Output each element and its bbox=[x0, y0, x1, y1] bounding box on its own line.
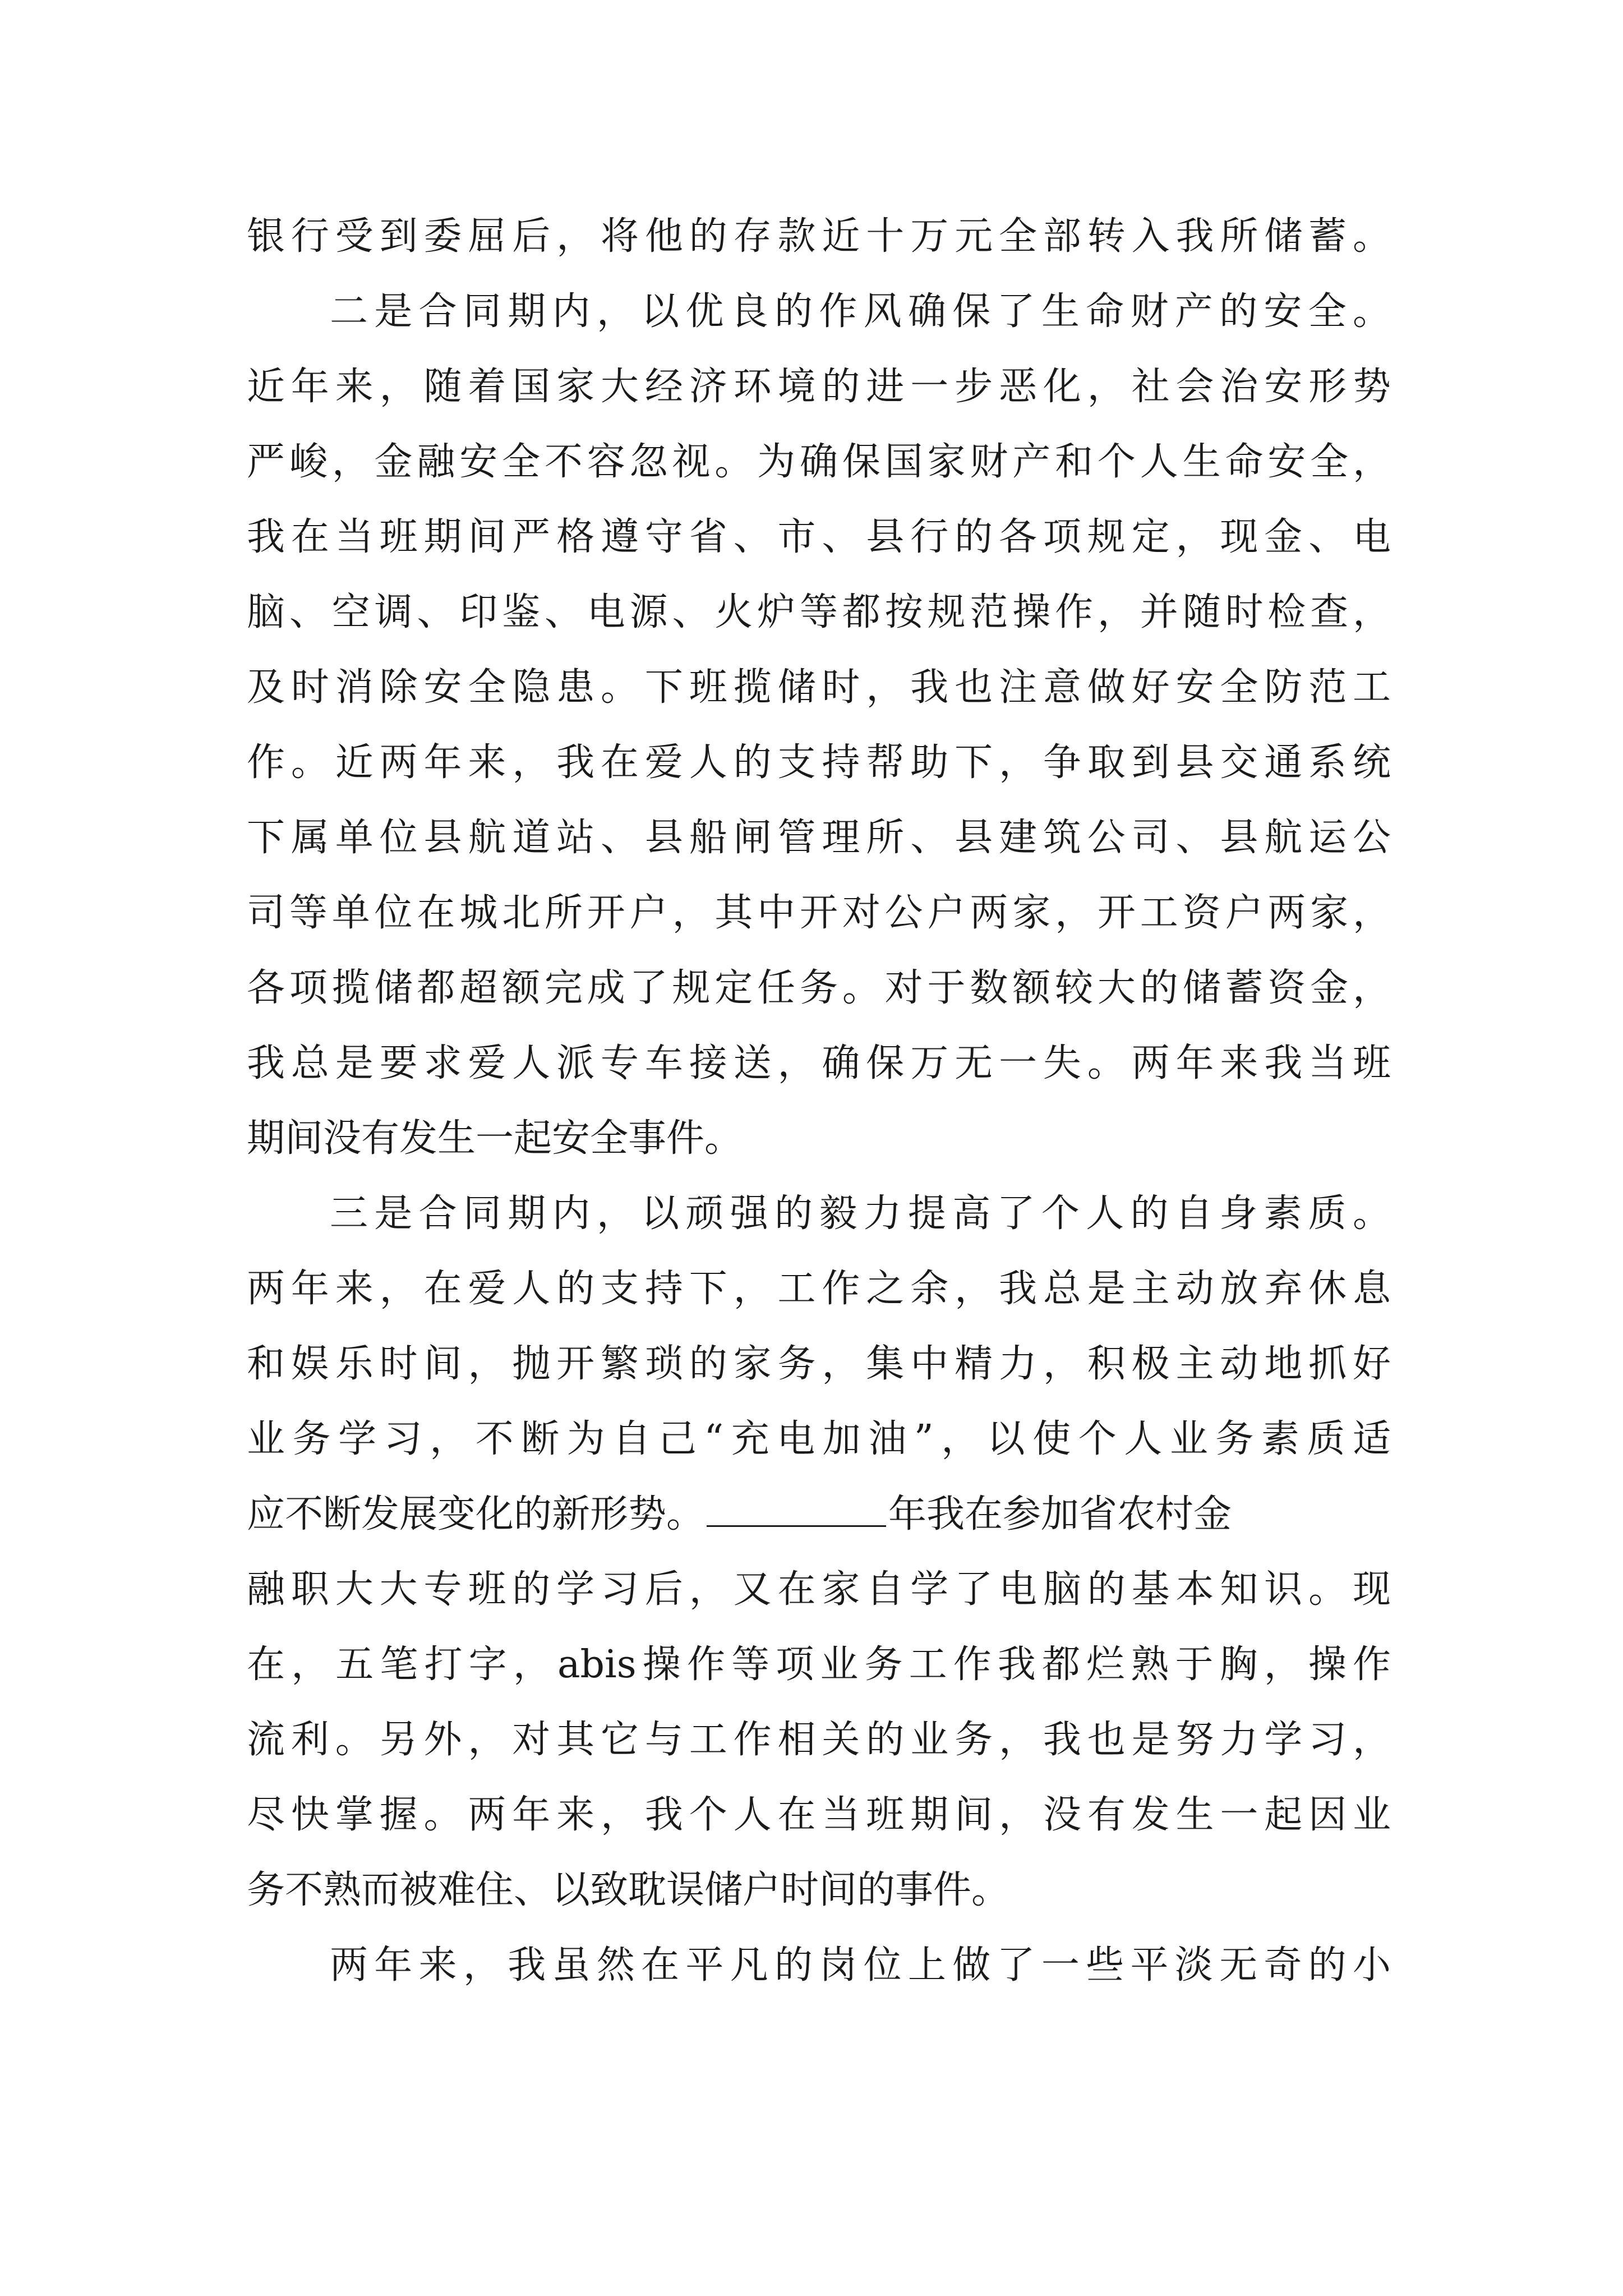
text-line: 作。近两年来，我在爱人的支持帮助下，争取到县交通系统 bbox=[247, 740, 1391, 785]
text-line: 融职大大专班的学习后，又在家自学了电脑的基本知识。现 bbox=[247, 1567, 1391, 1612]
text-line: 近年来，随着国家大经济环境的进一步恶化，社会治安形势 bbox=[247, 365, 1391, 409]
text-line: 下属单位县航道站、县船闸管理所、县建筑公司、县航运公 bbox=[247, 816, 1391, 860]
fill-in-blank bbox=[707, 1494, 886, 1527]
text-line: 在，五笔打字，abis操作等项业务工作我都烂熟于胸，操作 bbox=[247, 1642, 1391, 1687]
text-line: 期间没有发生一起安全事件。 bbox=[247, 1116, 743, 1161]
text-line: 业务学习，不断为自己“充电加油”，以使个人业务素质适 bbox=[247, 1417, 1391, 1461]
paragraph-start-line: 两年来，我虽然在平凡的岗位上做了一些平淡无奇的小 bbox=[330, 1943, 1391, 1987]
text-line: 银行受到委屈后，将他的存款近十万元全部转入我所储蓄。 bbox=[247, 214, 1391, 259]
text-line: 各项揽储都超额完成了规定任务。对于数额较大的储蓄资金， bbox=[247, 966, 1391, 1010]
text-segment: 年我在参加省农村金 bbox=[888, 1492, 1232, 1536]
text-line: 司等单位在城北所开户，其中开对公户两家，开工资户两家， bbox=[247, 891, 1391, 935]
text-line: 流利。另外，对其它与工作相关的业务，我也是努力学习， bbox=[247, 1718, 1391, 1762]
text-line: 我总是要求爱人派专车接送，确保万无一失。两年来我当班 bbox=[247, 1041, 1391, 1085]
text-line: 务不熟而被难住、以致耽误储户时间的事件。 bbox=[247, 1868, 1010, 1912]
text-line: 及时消除安全隐患。下班揽储时，我也注意做好安全防范工 bbox=[247, 665, 1391, 710]
text-line: 脑、空调、印鉴、电源、火炉等都按规范操作，并随时检查， bbox=[247, 590, 1391, 634]
paragraph-start-line: 二是合同期内，以优良的作风确保了生命财产的安全。 bbox=[330, 289, 1391, 334]
text-segment: 应不断发展变化的新形势。 bbox=[247, 1492, 705, 1536]
body-text bbox=[247, 199, 1391, 2003]
text-line: 和娱乐时间，抛开繁琐的家务，集中精力，积极主动地抓好 bbox=[247, 1342, 1391, 1386]
text-line: 两年来，在爱人的支持下，工作之余，我总是主动放弃休息 bbox=[247, 1267, 1391, 1311]
text-line: 严峻，金融安全不容忽视。为确保国家财产和个人生命安全， bbox=[247, 440, 1391, 484]
text-line: 我在当班期间严格遵守省、市、县行的各项规定，现金、电 bbox=[247, 515, 1391, 559]
text-line: 尽快掌握。两年来，我个人在当班期间，没有发生一起因业 bbox=[247, 1793, 1391, 1837]
text-line-with-blank bbox=[247, 1477, 1391, 1552]
paragraph-start-line: 三是合同期内，以顽强的毅力提高了个人的自身素质。 bbox=[330, 1191, 1391, 1236]
